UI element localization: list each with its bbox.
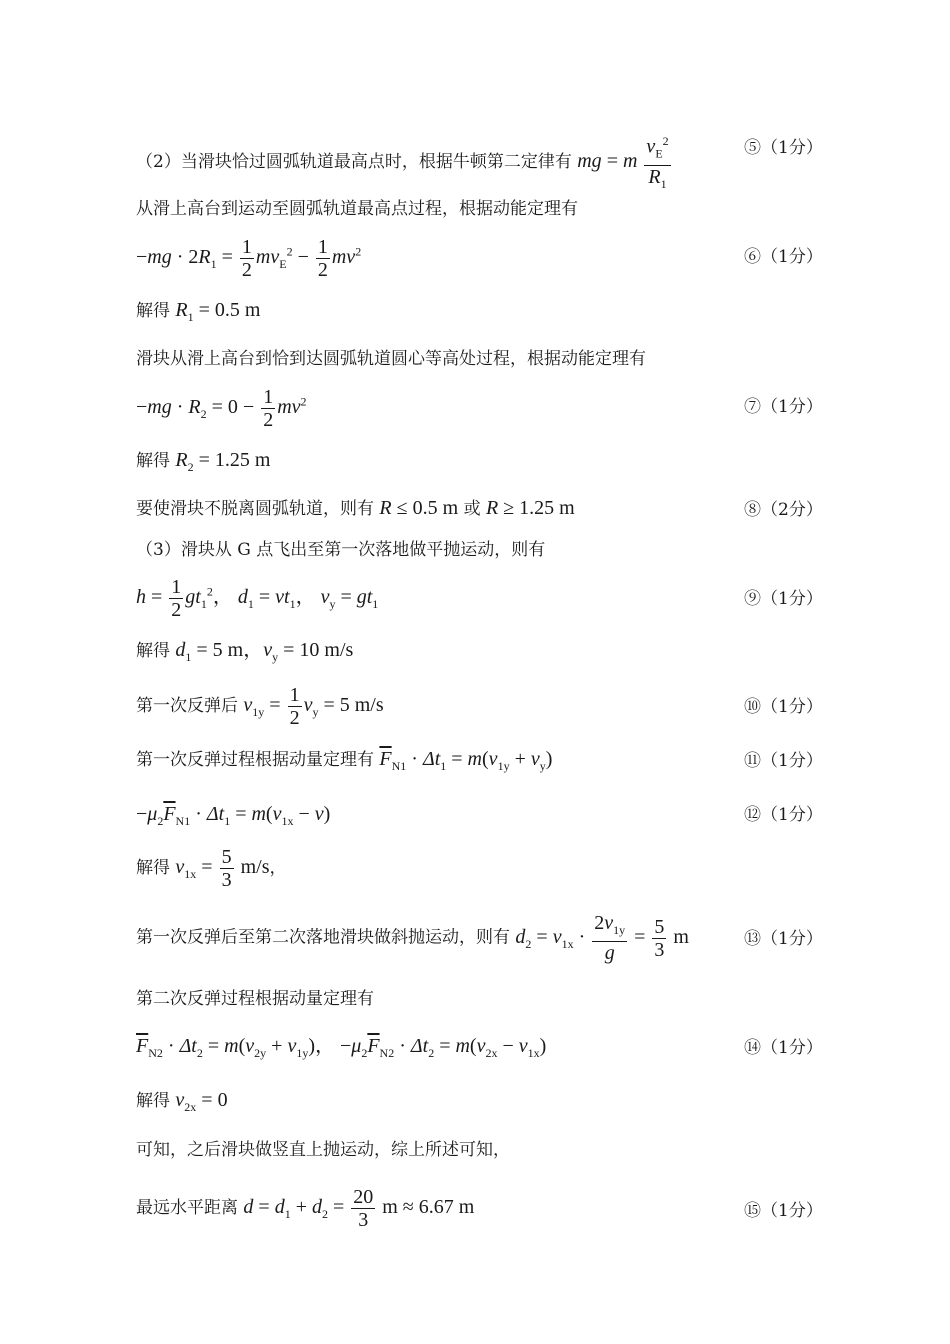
eq-line-16: 第一次反弹后至第二次落地滑块做斜抛运动，则有 $d_2 = v_{1x}$ · $\frac{2v_{1y}}{g}$ = $\frac{5}{3}$ m bbox=[136, 912, 689, 964]
eq-line-10: h = $\frac{1}{2}$ $gt_1^2$， $d_1 = vt_1$， $v_y = gt_1$ bbox=[136, 576, 379, 621]
eq-line-18: $\overline{F}_{N2} \cdot \Delta t_2 = m(v_{2y} + v_{1y})$， $-\mu_2\overline{F}_{N2} \cdot \Delta t_2 = m(v_{2x} - v_{1x})$ bbox=[136, 1035, 547, 1060]
eq-line-13: 第一次反弹过程根据动量定理有 $\overline{F}_{N1} \cdot \Delta t_1 = m(v_{1y} + v_y)$ bbox=[136, 748, 553, 773]
condition-line: 要使滑块不脱离圆弧轨道，则有 R ≤ 0.5 m 或 R ≥ 1.25 m bbox=[136, 497, 575, 519]
eq-line-1 bbox=[136, 130, 673, 195]
eq-line-14: $-\mu_2\overline{F}_{N1} \cdot \Delta t_1 = m(v_{1x} - v)$ bbox=[136, 803, 331, 828]
score-mark-6: ⑥（1分） bbox=[744, 247, 823, 267]
text-line-17: 第二次反弹过程根据动量定理有 bbox=[136, 989, 374, 1009]
eq-line-3: $-mg \cdot 2R_1$ = $\frac{1}{2}$ $mv_E^2$ − $\frac{1}{2}$ $mv^2$ bbox=[136, 236, 362, 281]
text-line-2: 从滑上高台到运动至圆弧轨道最高点过程，根据动能定理有 bbox=[136, 199, 578, 219]
score-mark-14: ⑭（1分） bbox=[744, 1038, 823, 1058]
result-v2x: 解得 $v_{2x} = 0$ bbox=[136, 1089, 228, 1114]
score-mark-8: ⑧（2分） bbox=[744, 500, 823, 520]
eq-line-21: 最远水平距离 $d = d_1 + d_2$ = $\frac{20}{3}$ m ≈ 6.67 m bbox=[136, 1186, 475, 1231]
text-line-5: 滑块从滑上高台到恰到达圆弧轨道圆心等高处过程，根据动能定理有 bbox=[136, 349, 646, 369]
eq-line-6: $-mg \cdot R_2 = 0$ − $\frac{1}{2}$ $mv^2$ bbox=[136, 386, 307, 431]
text-line-9: （3）滑块从 G 点飞出至第一次落地做平抛运动，则有 bbox=[136, 540, 546, 560]
result-r1: 解得 $R_1 = 0.5$ m bbox=[136, 299, 261, 324]
score-mark-10: ⑩（1分） bbox=[744, 697, 823, 717]
score-mark-13: ⑬（1分） bbox=[744, 929, 823, 949]
result-r2: 解得 $R_2 = 1.25$ m bbox=[136, 449, 271, 474]
score-mark-12: ⑫（1分） bbox=[744, 805, 823, 825]
score-mark-5: ⑤（1分） bbox=[744, 138, 823, 158]
result-v1x: 解得 $v_{1x}$ = $\frac{5}{3}$ m/s， bbox=[136, 846, 287, 891]
score-mark-9: ⑨（1分） bbox=[744, 589, 823, 609]
math-1: mg = m $\frac{v_E^2}{R_1}$ bbox=[577, 150, 672, 172]
eq-line-12: 第一次反弹后 $v_{1y}$ = $\frac{1}{2}$ $v_y = 5$ m/s bbox=[136, 684, 384, 729]
score-mark-7: ⑦（1分） bbox=[744, 397, 823, 417]
score-mark-11: ⑪（1分） bbox=[744, 751, 823, 771]
text-1: （2）当滑块恰过圆弧轨道最高点时，根据牛顿第二定律有 bbox=[136, 151, 572, 172]
score-mark-15: ⑮（1分） bbox=[744, 1201, 823, 1221]
text-line-20: 可知，之后滑块做竖直上抛运动，综上所述可知， bbox=[136, 1140, 510, 1160]
result-d1: 解得 $d_1 = 5$ m，$v_y = 10$ m/s bbox=[136, 639, 354, 664]
